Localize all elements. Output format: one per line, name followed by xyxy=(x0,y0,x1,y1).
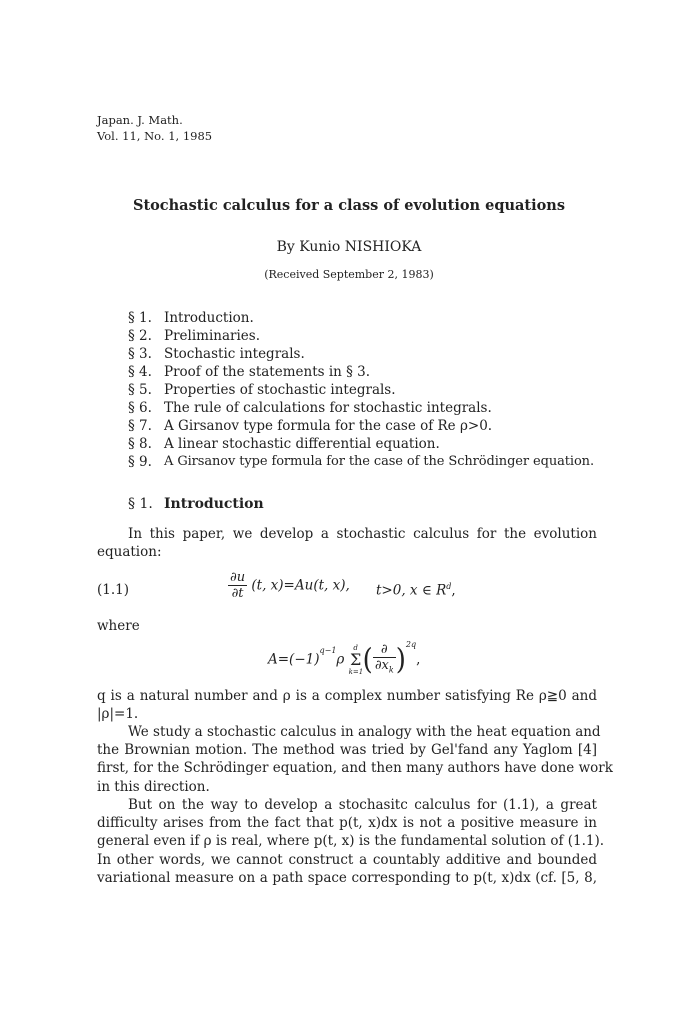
text-line: in this direction. xyxy=(97,778,210,795)
text-line: In other words, we cannot construct a countably additive and bounded xyxy=(97,851,597,868)
toc-entry: Stochastic integrals. xyxy=(164,346,305,362)
toc-number: § 3. xyxy=(128,346,152,362)
text-line: variational measure on a path space corresponding to p(t, x)dx (cf. [5, 8, xyxy=(97,869,597,886)
toc-entry: Preliminaries. xyxy=(164,328,261,344)
toc-number: § 7. xyxy=(128,418,152,434)
fraction-denominator: $\partial x_k$ xyxy=(374,657,394,675)
text-line: We study a stochastic calculus in analogy with the heat equation and xyxy=(128,724,601,740)
text-line: equation: xyxy=(97,544,162,561)
equation-1-1 xyxy=(228,570,350,601)
difficulty-paragraph xyxy=(97,796,605,887)
text-line: difficulty arises from the fact that p(t, x)dx is not a positive measure in xyxy=(97,815,597,832)
author-line xyxy=(0,239,698,255)
text-line: In this paper, we develop a stochastic calculus for the evolution xyxy=(128,526,597,542)
author-prefix: By Kunio xyxy=(276,239,345,255)
sum-symbol xyxy=(349,644,363,676)
text-line: |ρ|=1. xyxy=(97,706,139,723)
toc-number: § 2. xyxy=(128,328,152,344)
toc-number: § 5. xyxy=(128,382,152,398)
toc-entry: A Girsanov type formula for the case of Re ρ>0. xyxy=(164,418,493,434)
operator-exp1: q−1 xyxy=(319,646,337,655)
journal-name: Japan. J. Math. xyxy=(97,113,183,127)
toc-entry: Properties of stochastic integrals. xyxy=(164,382,396,398)
sum-lower: k=1 xyxy=(348,667,364,676)
fraction-numerator: ∂ xyxy=(373,642,396,658)
condition-text: t>0, x ∈ R xyxy=(376,582,447,599)
journal-volume: Vol. 11, No. 1, 1985 xyxy=(97,129,213,143)
toc-entry: The rule of calculations for stochastic integrals. xyxy=(164,400,492,416)
toc-entry: A Girsanov type formula for the case of the Schrödinger equation. xyxy=(164,454,594,469)
fraction-denominator: ∂t xyxy=(231,586,244,601)
text-line: q is a natural number and ρ is a complex number satisfying Re ρ≧0 and xyxy=(97,688,597,704)
sum-upper: d xyxy=(353,643,358,652)
where-text: where xyxy=(97,618,140,634)
equation-operator-A xyxy=(268,640,420,677)
condition-end: , xyxy=(451,582,456,599)
toc-number: § 4. xyxy=(128,364,152,380)
sigma-icon: Σ xyxy=(350,649,362,669)
study-paragraph xyxy=(97,723,613,796)
text-line: first, for the Schrödinger equation, and then many authors have done work xyxy=(97,760,613,777)
received-date: (Received September 2, 1983) xyxy=(264,268,434,281)
toc-entry: Proof of the statements in § 3. xyxy=(164,364,371,380)
toc-number: § 9. xyxy=(128,454,152,470)
toc-number: § 1. xyxy=(128,310,152,326)
operator-exp2: 2q xyxy=(405,640,417,649)
paper-title: Stochastic calculus for a class of evolution equations xyxy=(132,197,566,214)
intro-paragraph xyxy=(97,525,597,561)
toc-number: § 8. xyxy=(128,436,152,452)
author-surname: NISHIOKA xyxy=(344,239,422,255)
text-line: the Brownian motion. The method was tried by Gel'fand any Yaglom [4] xyxy=(97,742,597,759)
toc-entry: A linear stochastic differential equation. xyxy=(164,436,440,452)
section-number: § 1. xyxy=(128,496,153,512)
toc-entry: Introduction. xyxy=(164,310,254,326)
equation-rhs: (t, x)=Au(t, x), xyxy=(251,577,350,594)
right-paren: ) xyxy=(395,643,406,676)
derivative-fraction xyxy=(373,642,396,678)
section-title: Introduction xyxy=(164,496,264,512)
left-paren: ( xyxy=(362,643,373,676)
operator-lhs: A=(−1) xyxy=(268,651,320,668)
operator-end: , xyxy=(416,651,421,668)
text-line: But on the way to develop a stochasitc calculus for (1.1), a great xyxy=(128,797,597,813)
toc-number: § 6. xyxy=(128,400,152,416)
q-paragraph xyxy=(97,687,597,723)
condition-sup: d xyxy=(446,582,452,591)
operator-rho: ρ xyxy=(336,651,345,668)
equation-condition xyxy=(376,582,456,599)
partial-fraction xyxy=(228,570,247,601)
fraction-numerator: ∂u xyxy=(230,570,246,585)
text-line: general even if ρ is real, where p(t, x) is the fundamental solution of (1.1). xyxy=(97,833,605,850)
equation-label: (1.1) xyxy=(97,582,130,598)
